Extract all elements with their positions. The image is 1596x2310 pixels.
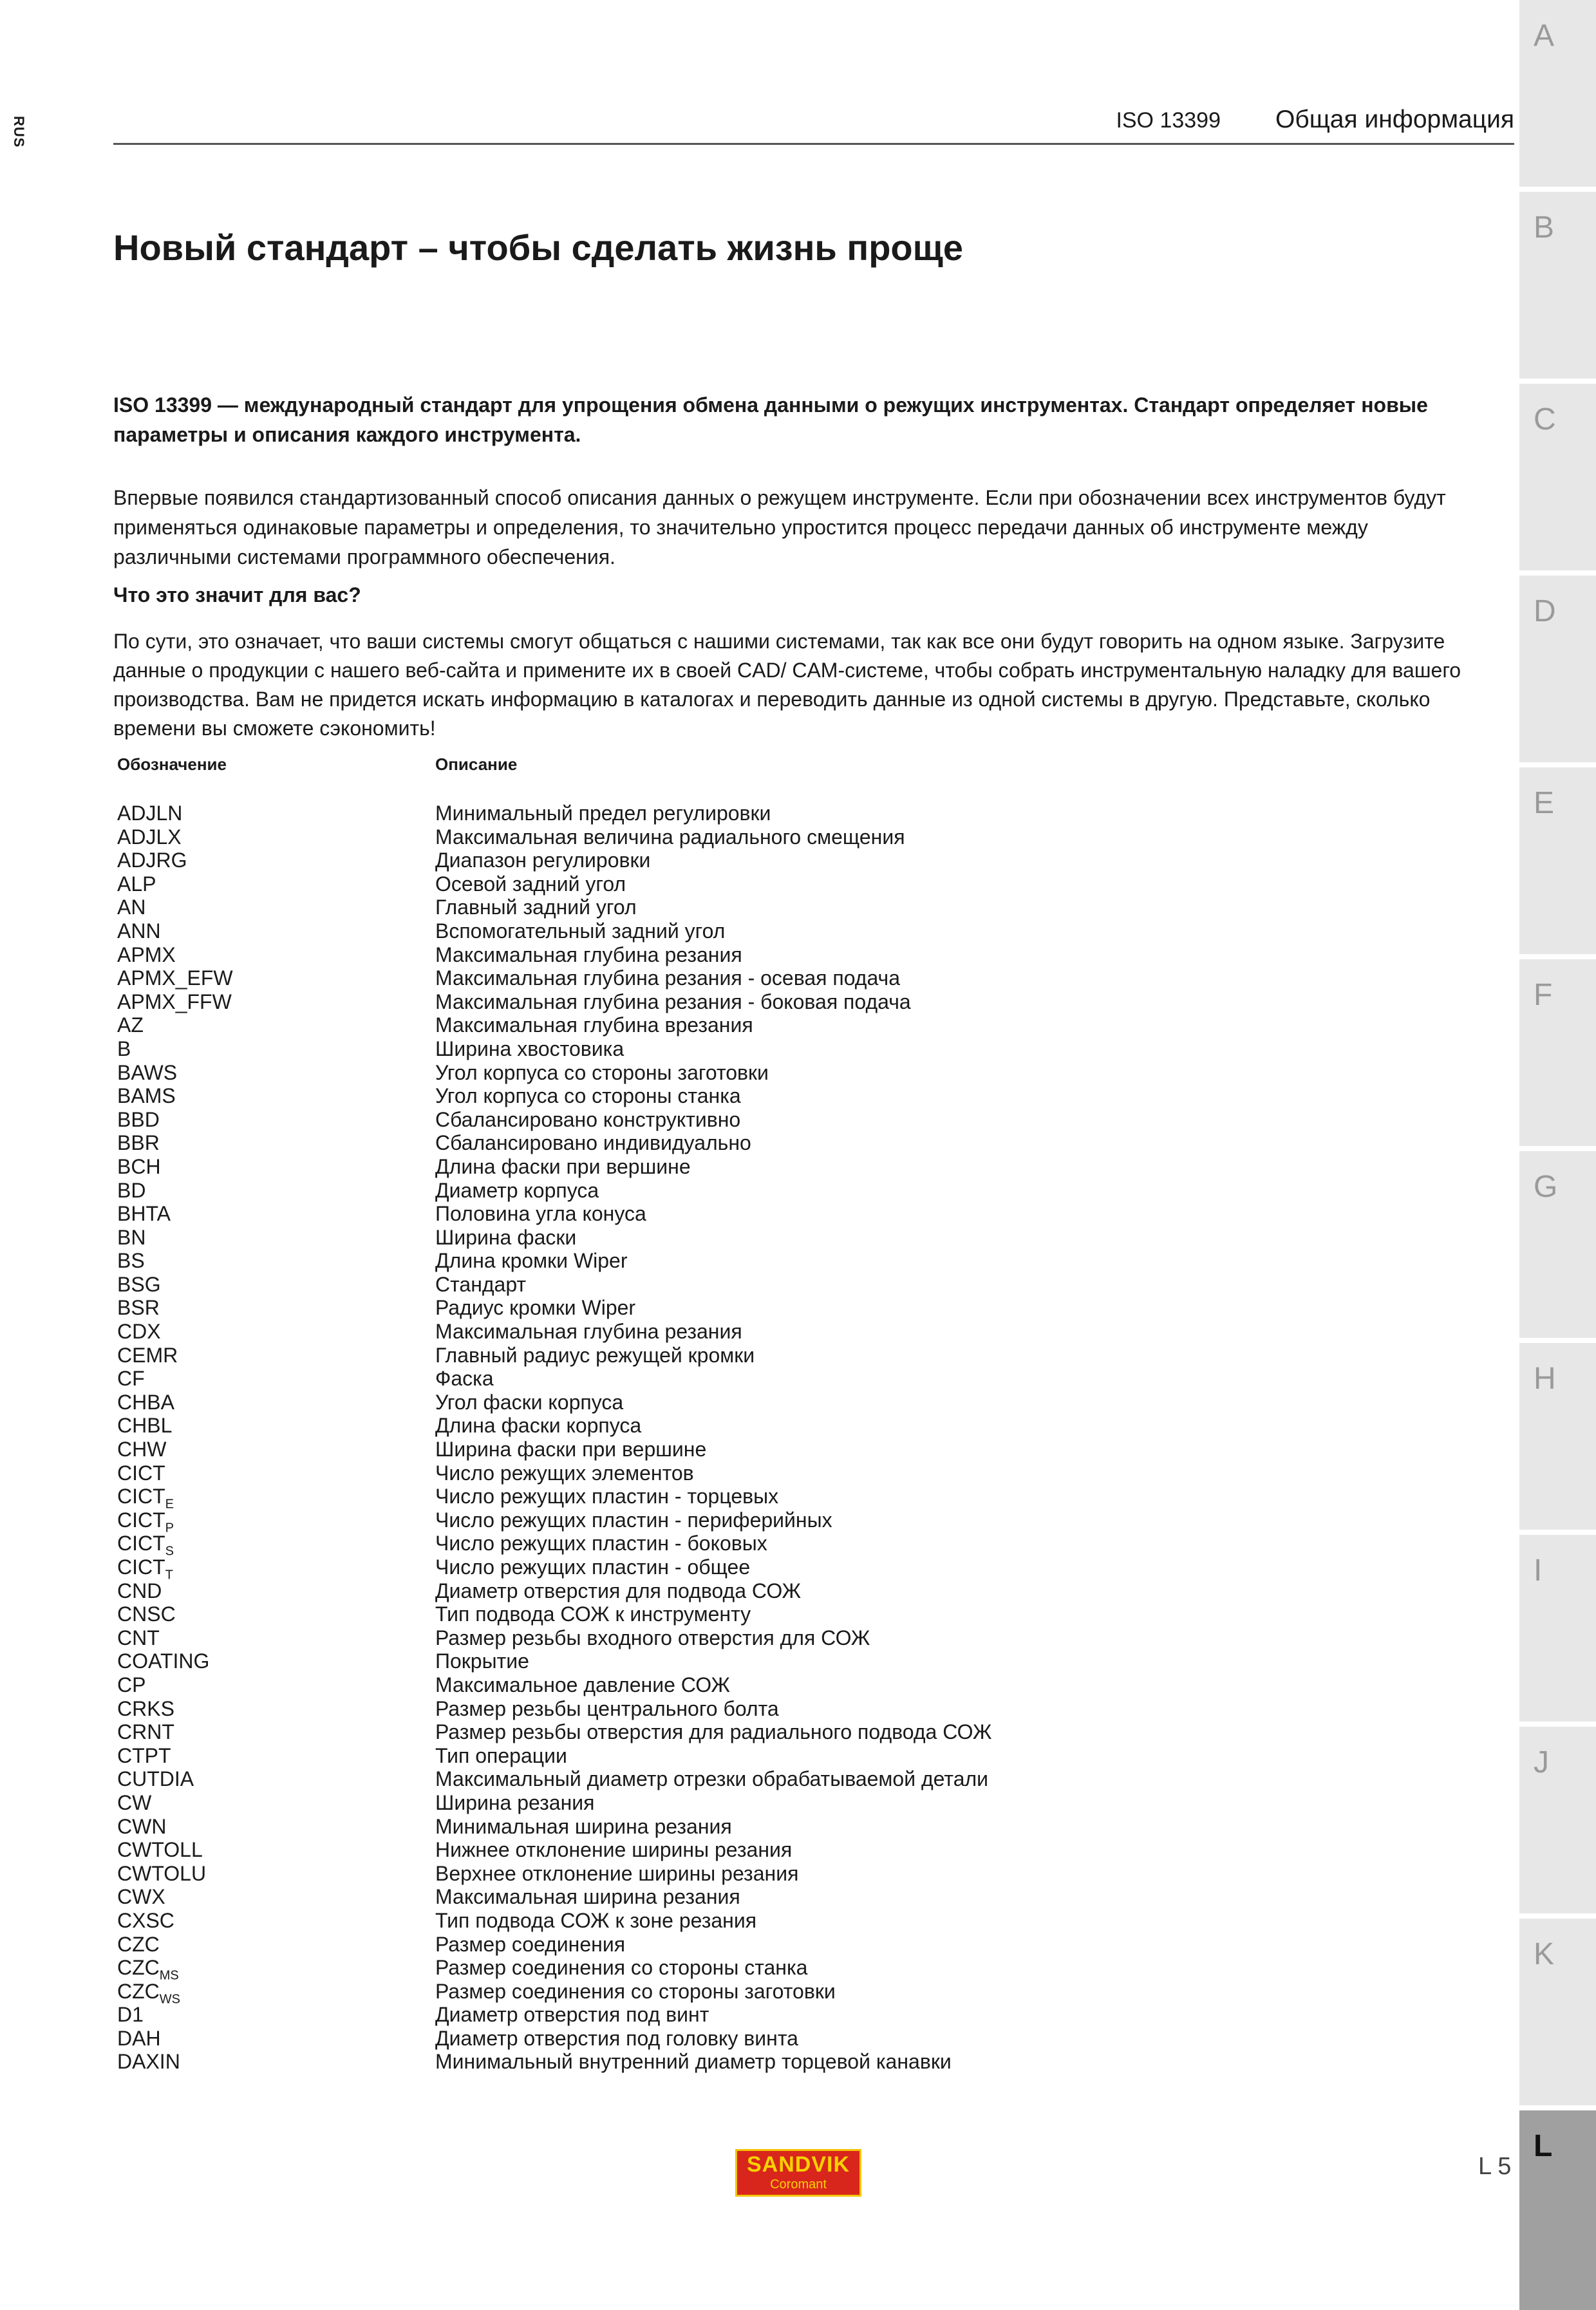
parameter-code: D1: [117, 2003, 144, 2027]
parameter-code: ALP: [117, 872, 156, 896]
parameter-description: Диаметр отверстия для подвода СОЖ: [435, 1579, 802, 1602]
section-tab-a[interactable]: [1519, 0, 1596, 187]
table-row: [117, 1131, 1147, 1155]
table-row: [117, 1037, 1147, 1061]
language-tag: RUS: [11, 116, 27, 148]
table-row: [117, 1791, 1147, 1815]
parameter-table: [117, 802, 1147, 2074]
parameter-description: Радиус кромки Wiper: [435, 1296, 636, 1320]
table-row: [117, 1555, 1147, 1582]
parameter-code: ANN: [117, 919, 161, 943]
section-tab-label: J: [1534, 1745, 1549, 1779]
parameter-code: CDX: [117, 1320, 161, 1344]
table-header: [117, 755, 1083, 776]
table-row: [117, 1461, 1147, 1485]
table-row: [117, 1391, 1147, 1414]
table-row: [117, 1249, 1147, 1273]
parameter-code: APMX_FFW: [117, 990, 232, 1013]
question-heading: Что это значит для вас?: [113, 583, 361, 606]
table-row: [117, 1838, 1147, 1862]
parameter-code: BS: [117, 1249, 145, 1273]
parameter-code: AN: [117, 896, 146, 919]
parameter-code: CNSC: [117, 1602, 176, 1626]
table-row: [117, 1649, 1147, 1673]
section-tab-label: H: [1534, 1362, 1556, 1396]
parameter-code: CZC: [117, 1932, 160, 1956]
table-row: [117, 1013, 1147, 1037]
parameter-code-subscript: T: [165, 1568, 173, 1582]
parameter-description: Нижнее отклонение ширины резания: [435, 1838, 793, 1862]
parameter-description: Размер резьбы центрального болта: [435, 1696, 779, 1720]
parameter-code-subscript: MS: [159, 1968, 179, 1983]
parameter-description: Ширина фаски: [435, 1225, 577, 1249]
header-section-title: Общая информация: [1275, 106, 1514, 133]
parameter-code: BHTA: [117, 1202, 171, 1226]
parameter-code: CHBL: [117, 1414, 173, 1438]
parameter-description: Тип операции: [435, 1743, 567, 1767]
parameter-code: $CICT_T$: [117, 1555, 173, 1582]
table-row: [117, 825, 1147, 849]
table-row: [117, 1862, 1147, 1886]
parameter-code: CND: [117, 1579, 162, 1602]
table-row: [117, 1367, 1147, 1391]
table-row: [117, 2003, 1147, 2027]
parameter-description: Длина фаски при вершине: [435, 1154, 691, 1178]
table-row: [117, 1273, 1147, 1297]
section-tab-label: D: [1534, 594, 1556, 628]
table-row: [117, 1956, 1147, 1983]
parameter-description: Максимальная глубина резания - боковая подача: [435, 990, 911, 1013]
parameter-code: CRNT: [117, 1720, 174, 1744]
body-paragraph: По сути, это означает, что ваши системы смогут общаться с нашими системами, так как все они будут говорить на одном языке. Загрузите данные о продукции с нашего веб-сайта и примените их в своей CAD/ CAM-системе, чтобы собрать инструментальную наладку для вашего производства. Вам не придется искать информацию в каталогах и переводить данные из одной системы в другую. Представьте, сколько времени вы сможете сэкономить!: [113, 630, 1461, 740]
parameter-code-subscript: S: [165, 1544, 174, 1559]
section-tab-d[interactable]: [1519, 576, 1596, 762]
section-tab-f[interactable]: [1519, 959, 1596, 1146]
parameter-code: CW: [117, 1790, 152, 1814]
sandvik-coromant-logo: [735, 2149, 861, 2197]
table-row: [117, 1084, 1147, 1108]
parameter-description: Сбалансировано индивидуально: [435, 1131, 751, 1155]
parameter-code: $CICT_S$: [117, 1532, 174, 1559]
parameter-code-subscript: P: [165, 1521, 174, 1535]
parameter-description: Сбалансировано конструктивно: [435, 1107, 741, 1131]
table-row: [117, 1202, 1147, 1226]
parameter-description: Число режущих пластин - торцевых: [435, 1485, 779, 1508]
table-row: [117, 1344, 1147, 1367]
table-row: [117, 1626, 1147, 1650]
parameter-code: CTPT: [117, 1743, 171, 1767]
parameter-code: CUTDIA: [117, 1767, 194, 1791]
table-row: [117, 1697, 1147, 1721]
table-row: [117, 919, 1147, 943]
parameter-description: Число режущих пластин - общее: [435, 1555, 751, 1579]
logo-brand-text: SANDVIK: [746, 2152, 850, 2177]
parameter-code: CXSC: [117, 1908, 174, 1932]
parameter-description: Длина кромки Wiper: [435, 1249, 628, 1273]
section-tab-label: G: [1534, 1170, 1558, 1204]
parameter-code: CWTOLU: [117, 1861, 207, 1885]
parameter-description: Верхнее отклонение ширины резания: [435, 1861, 799, 1885]
parameter-code: B: [117, 1037, 131, 1060]
parameter-code-subscript: E: [165, 1497, 174, 1512]
parameter-description: Диаметр отверстия под винт: [435, 2003, 709, 2027]
parameter-description: Главный радиус режущей кромки: [435, 1343, 755, 1367]
parameter-description: Ширина фаски при вершине: [435, 1438, 707, 1461]
parameter-code: BAWS: [117, 1060, 178, 1084]
section-tab-l[interactable]: [1519, 2110, 1596, 2310]
parameter-code: BN: [117, 1225, 146, 1249]
section-tab-label: I: [1534, 1554, 1543, 1588]
section-tab-label: A: [1534, 19, 1555, 53]
parameter-description: Угол корпуса со стороны станка: [435, 1084, 741, 1108]
parameter-code: $CZC_{MS}$: [117, 1956, 179, 1983]
parameter-description: Максимальная глубина резания - осевая подача: [435, 966, 901, 990]
table-row: [117, 1815, 1147, 1839]
table-row: [117, 1414, 1147, 1438]
parameter-code: $CICT_P$: [117, 1508, 174, 1535]
parameter-description: Диаметр отверстия под головку винта: [435, 2026, 798, 2050]
parameter-code: CWN: [117, 1814, 167, 1838]
parameter-code: CWX: [117, 1885, 165, 1909]
section-tab-label: L: [1534, 2129, 1553, 2163]
section-tab-label: F: [1534, 978, 1553, 1012]
parameter-description: Диаметр корпуса: [435, 1178, 599, 1202]
parameter-code: $CICT_E$: [117, 1485, 174, 1512]
section-tab-label: K: [1534, 1937, 1555, 1971]
parameter-description: Максимальная глубина врезания: [435, 1013, 753, 1037]
parameter-code: BSR: [117, 1296, 160, 1320]
logo-sub-text: Coromant: [770, 2177, 827, 2192]
parameter-code: CWTOLL: [117, 1838, 203, 1862]
parameter-code: BCH: [117, 1154, 161, 1178]
parameter-description: Число режущих элементов: [435, 1461, 694, 1485]
parameter-description: Максимальное давление СОЖ: [435, 1673, 730, 1696]
column-header-description: Описание: [435, 755, 518, 774]
table-row: [117, 1108, 1147, 1132]
parameter-description: Максимальная глубина резания: [435, 943, 742, 966]
parameter-description: Вспомогательный задний угол: [435, 919, 726, 943]
table-row: [117, 849, 1147, 872]
page-number: L 5: [1478, 2153, 1512, 2180]
parameter-description: Фаска: [435, 1367, 494, 1391]
table-row: [117, 2027, 1147, 2051]
parameter-description: Минимальная ширина резания: [435, 1814, 732, 1838]
section-tab-label: C: [1534, 402, 1556, 437]
table-row: [117, 1320, 1147, 1344]
parameter-description: Диапазон регулировки: [435, 849, 651, 872]
parameter-description: Размер соединения со стороны станка: [435, 1956, 808, 1980]
section-tab-k[interactable]: [1519, 1919, 1596, 2105]
table-row: [117, 1508, 1147, 1535]
parameter-description: Тип подвода СОЖ к инструменту: [435, 1602, 751, 1626]
table-row: [117, 1885, 1147, 1909]
parameter-description: Максимальная глубина резания: [435, 1320, 742, 1344]
column-header-code: Обозначение: [117, 755, 227, 774]
table-row: [117, 1061, 1147, 1085]
section-tab-label: E: [1534, 786, 1555, 820]
table-row: [117, 1767, 1147, 1791]
parameter-description: Осевой задний угол: [435, 872, 626, 896]
parameter-code: BBR: [117, 1131, 160, 1155]
parameter-description: Половина угла конуса: [435, 1202, 646, 1226]
parameter-code: ADJLX: [117, 825, 182, 849]
section-tabs: [1519, 0, 1596, 2258]
table-row: [117, 1179, 1147, 1203]
table-row: [117, 802, 1147, 825]
parameter-description: Размер резьбы отверстия для радиального подвода СОЖ: [435, 1720, 992, 1744]
section-tab-label: B: [1534, 211, 1555, 245]
table-row: [117, 1438, 1147, 1461]
table-row: [117, 1579, 1147, 1603]
section-tab-e[interactable]: [1519, 767, 1596, 954]
header-standard-code: ISO 13399: [1116, 108, 1221, 133]
table-row: [117, 1485, 1147, 1512]
parameter-code: DAH: [117, 2026, 161, 2050]
parameter-description: Ширина резания: [435, 1790, 595, 1814]
parameter-code: CHW: [117, 1438, 167, 1461]
table-row: [117, 1602, 1147, 1626]
parameter-description: Минимальный внутренний диаметр торцевой канавки: [435, 2050, 952, 2074]
table-row: [117, 1933, 1147, 1957]
parameter-code: $CZC_{WS}$: [117, 1979, 180, 2007]
parameter-description: Максимальная ширина резания: [435, 1885, 740, 1909]
parameter-code: APMX: [117, 943, 176, 966]
parameter-code: BD: [117, 1178, 146, 1202]
intro-paragraph: Впервые появился стандартизованный способ описания данных о режущем инструменте. Если при обозначении всех инструментов будут применяться одинаковые параметры и определения, то значительно упростится процесс передачи данных об инструменте между различными системами программного обеспечения.: [113, 486, 1446, 568]
parameter-code: BAMS: [117, 1084, 176, 1108]
parameter-code: COATING: [117, 1649, 210, 1673]
table-row: [117, 990, 1147, 1014]
parameter-code: CEMR: [117, 1343, 178, 1367]
parameter-description: Главный задний угол: [435, 896, 637, 919]
parameter-description: Ширина хвостовика: [435, 1037, 624, 1060]
table-row: [117, 1979, 1147, 2007]
section-tab-g[interactable]: [1519, 1151, 1596, 1338]
parameter-code: ADJLN: [117, 802, 183, 825]
parameter-description: Длина фаски корпуса: [435, 1414, 642, 1438]
lead-paragraph: ISO 13399 — международный стандарт для упрощения обмена данными о режущих инструментах. Стандарт определяет новые параметры и описания каждого инструмента.: [113, 393, 1428, 446]
parameter-description: Максимальный диаметр отрезки обрабатываемой детали: [435, 1767, 989, 1791]
table-row: [117, 1532, 1147, 1559]
parameter-code: CHBA: [117, 1390, 174, 1414]
parameter-description: Минимальный предел регулировки: [435, 802, 771, 825]
page-header: [113, 102, 1514, 145]
parameter-code: BBD: [117, 1107, 160, 1131]
section-tab-j[interactable]: [1519, 1727, 1596, 1913]
parameter-description: Число режущих пластин - периферийных: [435, 1508, 832, 1532]
section-tab-i[interactable]: [1519, 1535, 1596, 1722]
table-row: [117, 1296, 1147, 1320]
table-row: [117, 1155, 1147, 1179]
parameter-description: Покрытие: [435, 1649, 529, 1673]
parameter-code: CRKS: [117, 1696, 174, 1720]
section-tab-c[interactable]: [1519, 384, 1596, 570]
table-row: [117, 1720, 1147, 1744]
table-row: [117, 2050, 1147, 2074]
parameter-code: BSG: [117, 1272, 161, 1296]
table-row: [117, 1673, 1147, 1697]
parameter-description: Размер соединения со стороны заготовки: [435, 1979, 836, 2003]
table-row: [117, 1226, 1147, 1250]
parameter-description: Угол корпуса со стороны заготовки: [435, 1060, 769, 1084]
section-tab-h[interactable]: [1519, 1343, 1596, 1530]
parameter-description: Размер резьбы входного отверстия для СОЖ: [435, 1626, 870, 1649]
parameter-code: APMX_EFW: [117, 966, 233, 990]
table-row: [117, 896, 1147, 919]
parameter-code: ADJRG: [117, 849, 187, 872]
table-row: [117, 943, 1147, 967]
parameter-description: Размер соединения: [435, 1932, 626, 1956]
parameter-code: CNT: [117, 1626, 160, 1649]
parameter-description: Стандарт: [435, 1272, 527, 1296]
table-row: [117, 1744, 1147, 1768]
parameter-code: CF: [117, 1367, 145, 1391]
parameter-description: Максимальная величина радиального смещения: [435, 825, 905, 849]
parameter-code: AZ: [117, 1013, 144, 1037]
parameter-description: Угол фаски корпуса: [435, 1390, 624, 1414]
parameter-code: DAXIN: [117, 2050, 180, 2074]
section-tab-b[interactable]: [1519, 192, 1596, 379]
table-row: [117, 872, 1147, 896]
table-row: [117, 1909, 1147, 1933]
parameter-code: CICT: [117, 1461, 165, 1485]
table-row: [117, 966, 1147, 990]
page-title: Новый стандарт – чтобы сделать жизнь проще: [113, 227, 964, 268]
parameter-description: Тип подвода СОЖ к зоне резания: [435, 1908, 757, 1932]
parameter-code-subscript: WS: [159, 1992, 180, 2007]
parameter-code: CP: [117, 1673, 146, 1696]
parameter-description: Число режущих пластин - боковых: [435, 1532, 767, 1555]
